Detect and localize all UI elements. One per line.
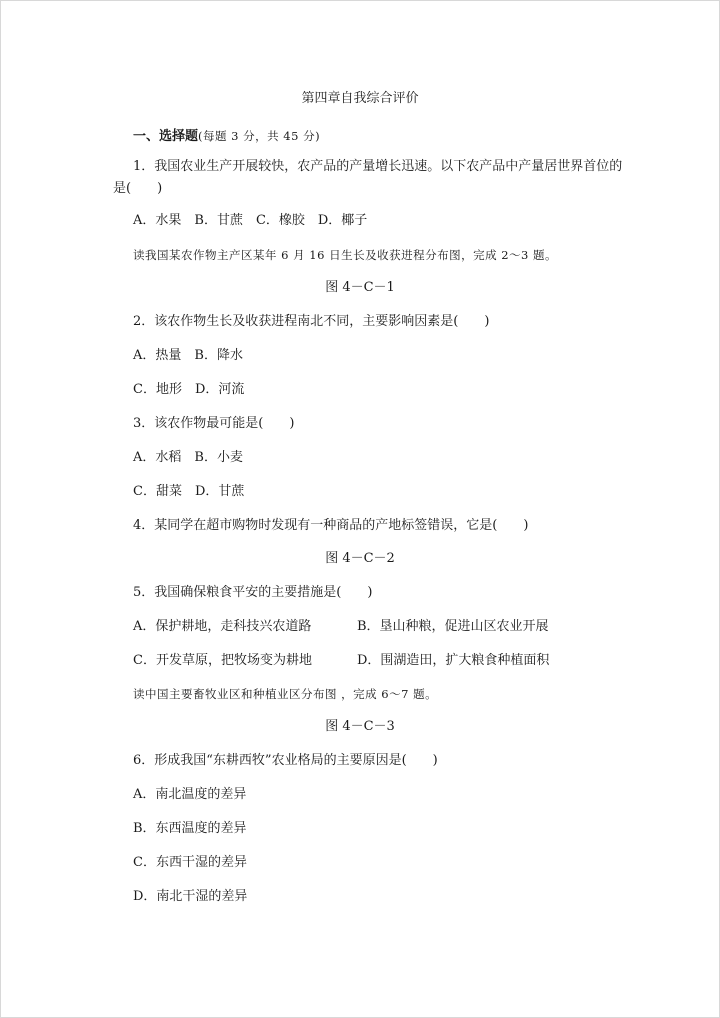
q6-option-a: A．南北温度的差异 (133, 787, 247, 802)
q1-stem-line2: 是( ) (113, 181, 163, 196)
q3-options-cd: C．甜菜 D．甘蔗 (133, 484, 245, 499)
intro-q2-q3: 读我国某农作物主产区某年 6 月 16 日生长及收获进程分布图，完成 2～3 题。 (133, 248, 558, 262)
q2-stem: 2．该农作物生长及收获进程南北不同，主要影响因素是( ) (133, 314, 490, 329)
q6-stem: 6．形成我国“东耕西牧”农业格局的主要原因是( ) (133, 753, 438, 768)
section-heading (133, 127, 320, 146)
figure-caption-1: 图 4－C－1 (325, 280, 395, 295)
q5-stem: 5．我国确保粮食平安的主要措施是( ) (133, 585, 373, 600)
q5-option-d: D．围湖造田，扩大粮食种植面积 (357, 653, 550, 668)
q1-stem-line1: 1．我国农业生产开展较快，农产品的产量增长迅速。以下农产品中产量居世界首位的 (133, 159, 623, 174)
q5-option-c: C．开发草原，把牧场变为耕地 (133, 653, 312, 668)
q6-option-d: D．南北干湿的差异 (133, 889, 248, 904)
q6-option-c: C．东西干湿的差异 (133, 855, 247, 870)
intro-q6-q7: 读中国主要畜牧业区和种植业区分布图 ，完成 6～7 题。 (133, 687, 438, 701)
q3-options-ab: A．水稻 B．小麦 (133, 450, 243, 465)
page-title: 第四章自我综合评价 (301, 91, 419, 106)
q5-option-b: B．垦山种粮，促进山区农业开展 (357, 619, 549, 634)
q2-options-ab: A．热量 B．降水 (133, 348, 243, 363)
q4-stem: 4．某同学在超市购物时发现有一种商品的产地标签错误，它是( ) (133, 518, 529, 533)
figure-caption-2: 图 4－C－2 (325, 551, 395, 566)
figure-caption-3: 图 4－C－3 (325, 719, 395, 734)
section-heading-note: (每题 3 分，共 45 分) (198, 129, 321, 143)
q6-option-b: B．东西温度的差异 (133, 821, 247, 836)
section-heading-label: 一、选择题 (133, 129, 199, 144)
q5-option-a: A．保护耕地，走科技兴农道路 (133, 619, 312, 634)
q1-options: A．水果 B．甘蔗 C．橡胶 D．椰子 (133, 213, 368, 228)
q2-options-cd: C．地形 D．河流 (133, 382, 245, 397)
q3-stem: 3．该农作物最可能是( ) (133, 416, 295, 431)
